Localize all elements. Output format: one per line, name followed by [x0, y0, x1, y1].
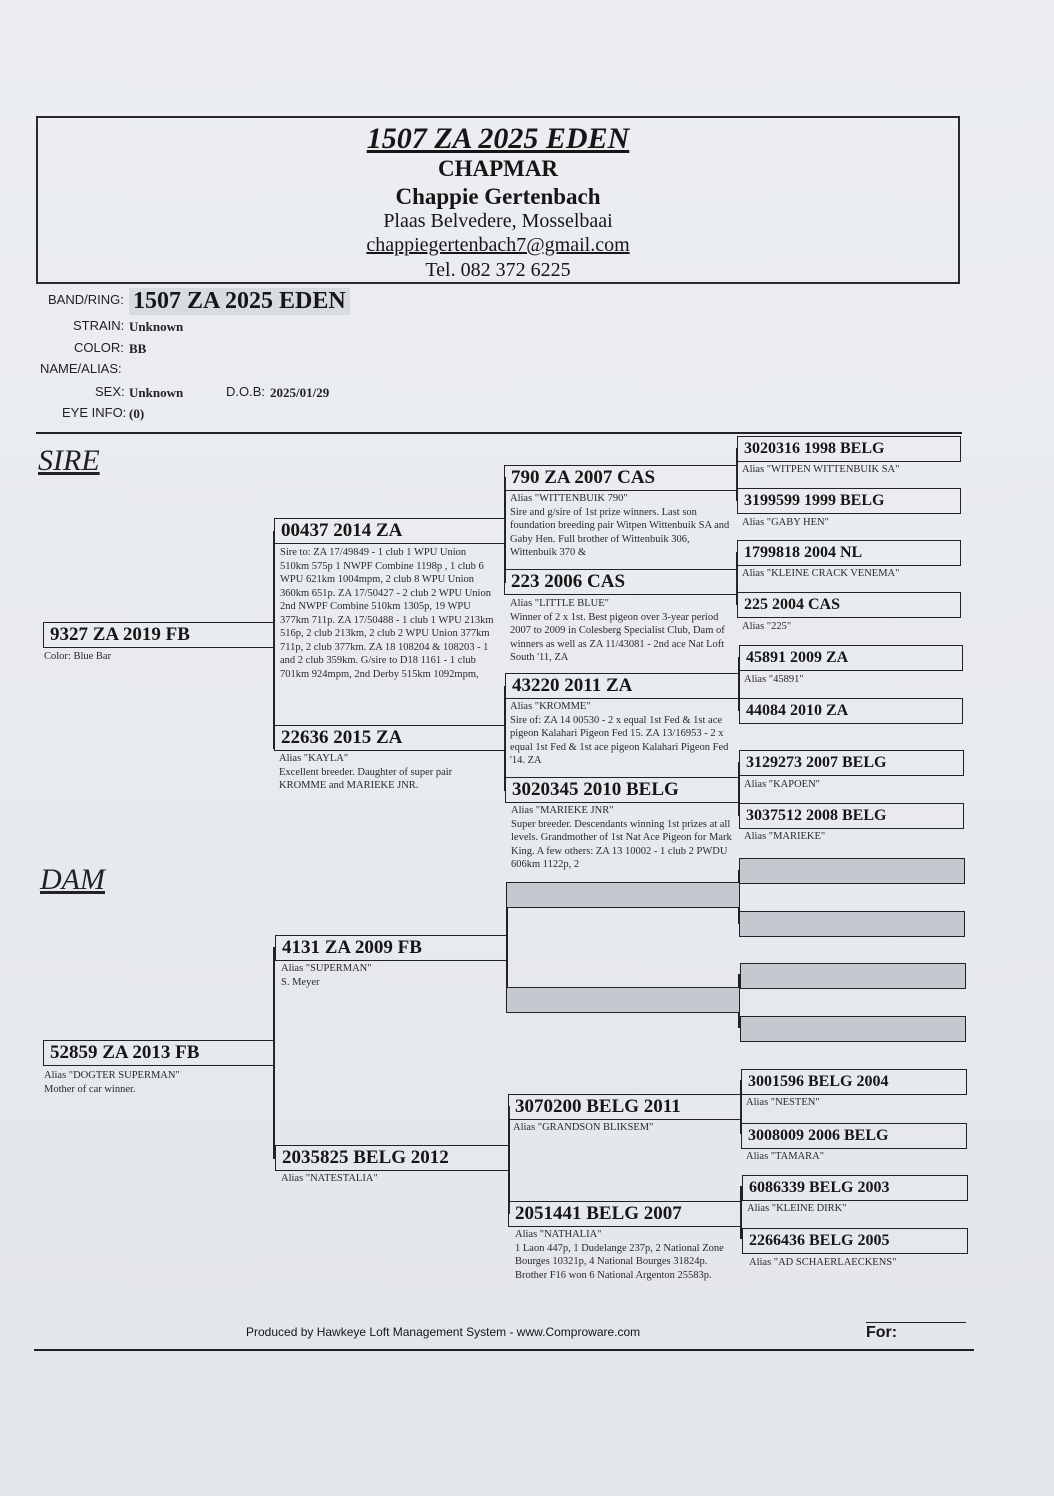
ddss-sire-ring: 3001596 BELG 2004	[741, 1069, 967, 1095]
ss-sire-note: Alias "WITTENBUIK 790" Sire and g/sire of 1st prize winners. Last son foundation breeding pair Witpen Wittenbuik SA and Gaby Hen. Full brother of Wittenbuik 306, Wittenbuik 370 &	[510, 493, 730, 558]
sire-note: Color: Blue Bar	[44, 651, 112, 662]
sds-sire-note: Alias "45891"	[744, 674, 804, 685]
sex-label: SEX:	[95, 384, 125, 399]
ssd-sire-ring: 1799818 2004 NL	[737, 540, 961, 566]
footer-rule	[34, 1349, 974, 1351]
empty-bird-box	[739, 858, 965, 884]
empty-bird-box	[740, 963, 966, 989]
ss-sire-ring: 790 ZA 2007 CAS	[504, 465, 738, 491]
color-label: COLOR:	[74, 340, 124, 355]
header-box	[36, 116, 960, 284]
band-value: 1507 ZA 2025 EDEN	[129, 288, 350, 315]
strain-label: STRAIN:	[73, 318, 125, 333]
sire-dam-note: Alias "KAYLA" Excellent breeder. Daughter of super pair KROMME and MARIEKE JNR.	[279, 753, 453, 791]
empty-bird-box	[506, 882, 740, 908]
for-label: For:	[866, 1324, 898, 1341]
ss-dam-note: Alias "LITTLE BLUE" Winner of 2 x 1st. Best pigeon over 3-year period 2007 to 2009 in Colesberg Specialist Club, Dam of winners as well as ZA 11/43081 - 2nd ace Nat Loft South '11, ZA	[510, 598, 725, 663]
ss-dam-ring: 223 2006 CAS	[504, 569, 738, 595]
owner-email: chappiegertenbach7@gmail.com	[366, 234, 630, 256]
empty-bird-box	[506, 987, 740, 1013]
owner-address: Plaas Belvedere, Mosselbaai	[383, 210, 613, 232]
loft-name: CHAPMAR	[437, 156, 559, 181]
ssd-dam-ring: 225 2004 CAS	[737, 592, 961, 618]
dds-sire-note: Alias "GRANDSON BLIKSEM"	[513, 1122, 654, 1133]
sss-dam-ring: 3199599 1999 BELG	[737, 488, 961, 514]
ddds-dam-note: Alias "AD SCHAERLAECKENS"	[749, 1257, 897, 1268]
sss-dam-note: Alias "GABY HEN"	[742, 517, 829, 528]
pedigree-title: 1507 ZA 2025 EDEN	[366, 122, 630, 155]
ddd-dam-ring: 2051441 BELG 2007	[508, 1201, 742, 1227]
sdd-dam-ring: 3037512 2008 BELG	[739, 803, 964, 829]
dam-heading: DAM	[40, 863, 105, 896]
footer-produced-by: Produced by Hawkeye Loft Management System - www.Comproware.com	[246, 1325, 641, 1339]
dam-ring: 52859 ZA 2013 FB	[43, 1040, 275, 1066]
sex-value: Unknown	[129, 385, 184, 400]
dam-dam-ring: 2035825 BELG 2012	[275, 1145, 509, 1171]
ddd-dam-note: Alias "NATHALIA" 1 Laon 447p, 1 Dudelange 237p, 2 National Zone Bourges 10321p, 4 National Bourges 31824p. Brother F16 won 6 National Argenton 25583p.	[515, 1229, 724, 1281]
name-alias-label: NAME/ALIAS:	[40, 361, 122, 376]
strain-value: Unknown	[129, 319, 184, 334]
sd-sire-ring: 43220 2011 ZA	[505, 673, 739, 699]
ddds-dam-ring: 2266436 BELG 2005	[742, 1228, 968, 1254]
divider-line	[36, 432, 962, 434]
owner-phone: Tel. 082 372 6225	[425, 259, 571, 281]
dam-dam-note: Alias "NATESTALIA"	[281, 1173, 378, 1184]
color-value: BB	[129, 341, 147, 356]
dob-label: D.O.B:	[226, 384, 266, 399]
ddds-sire-ring: 6086339 BELG 2003	[742, 1175, 968, 1201]
ddss-dam-note: Alias "TAMARA"	[746, 1151, 825, 1162]
eye-info-value: (0)	[129, 406, 145, 421]
sire-dam-ring: 22636 2015 ZA	[274, 725, 506, 751]
sds-sire-ring: 45891 2009 ZA	[739, 645, 963, 671]
sd-sire-note: Alias "KROMME" Sire of: ZA 14 00530 - 2 x equal 1st Fed & 1st ace pigeon Kalahari Pigeon Fed 15. ZA 13/16953 - 2 x equal 1st Fed & 1st ace pigeon Kalahari Pigeon Fed '14. ZA	[510, 701, 729, 766]
ssd-sire-note: Alias "KLEINE CRACK VENEMA"	[742, 568, 900, 579]
ddds-sire-note: Alias "KLEINE DIRK"	[747, 1203, 847, 1214]
dam-note: Alias "DOGTER SUPERMAN" Mother of car winner.	[44, 1070, 180, 1095]
ddss-dam-ring: 3008009 2006 BELG	[741, 1123, 967, 1149]
sss-sire-note: Alias "WITPEN WITTENBUIK SA"	[742, 464, 900, 475]
sdd-sire-ring: 3129273 2007 BELG	[739, 750, 964, 776]
owner-name: Chappie Gertenbach	[395, 184, 601, 209]
sire-sire-note: Sire to: ZA 17/49849 - 1 club 1 WPU Union 510km 575p 1 NWPF Combine 1198p , 1 club 6 WPU 621km 1004mpm, 2 club 8 WPU Union 360km 651p. ZA 17/50427 - 2 club 2 WPU Union 2nd NWPF Combine 510km 1305p, 19 WPU 377km 711p. ZA 17/50488 - 1 club 1 WPU 213km 516p, 2 club 213km, 2 club 2 WPU Union 377km 711p, 2 club 377km. ZA 18 108204 & 108203 - 1 and 2 club 359km. G/sire to D18 1161 - 1 club 701km 924mpm, 2nd Derby 515km 1092mpm,	[280, 547, 494, 680]
sd-dam-ring: 3020345 2010 BELG	[505, 777, 739, 803]
sire-heading: SIRE	[38, 444, 100, 477]
ssd-dam-note: Alias "225"	[742, 621, 792, 632]
empty-bird-box	[739, 911, 965, 937]
sire-sire-ring: 00437 2014 ZA	[274, 518, 506, 544]
sdd-dam-note: Alias "MARIEKE"	[744, 831, 826, 842]
dam-sire-note: Alias "SUPERMAN" S. Meyer	[281, 963, 372, 988]
empty-bird-box	[740, 1016, 966, 1042]
for-line	[866, 1322, 966, 1323]
sds-dam-ring: 44084 2010 ZA	[739, 698, 963, 724]
sss-sire-ring: 3020316 1998 BELG	[737, 436, 961, 462]
sdd-sire-note: Alias "KAPOEN"	[744, 779, 820, 790]
ddss-sire-note: Alias "NESTEN"	[746, 1097, 820, 1108]
sire-ring: 9327 ZA 2019 FB	[43, 622, 275, 648]
dob-value: 2025/01/29	[270, 385, 330, 400]
eye-info-label: EYE INFO:	[62, 405, 127, 420]
dds-sire-ring: 3070200 BELG 2011	[508, 1094, 742, 1120]
sd-dam-note: Alias "MARIEKE JNR" Super breeder. Descendants winning 1st prizes at all levels. Grandmother of 1st Nat Ace Pigeon for Mark King. A few others: ZA 13 10002 - 1 club 2 PWDU 606km 1122p, 2	[511, 805, 732, 870]
dam-sire-ring: 4131 ZA 2009 FB	[275, 935, 507, 961]
band-label: BAND/RING:	[48, 292, 124, 307]
